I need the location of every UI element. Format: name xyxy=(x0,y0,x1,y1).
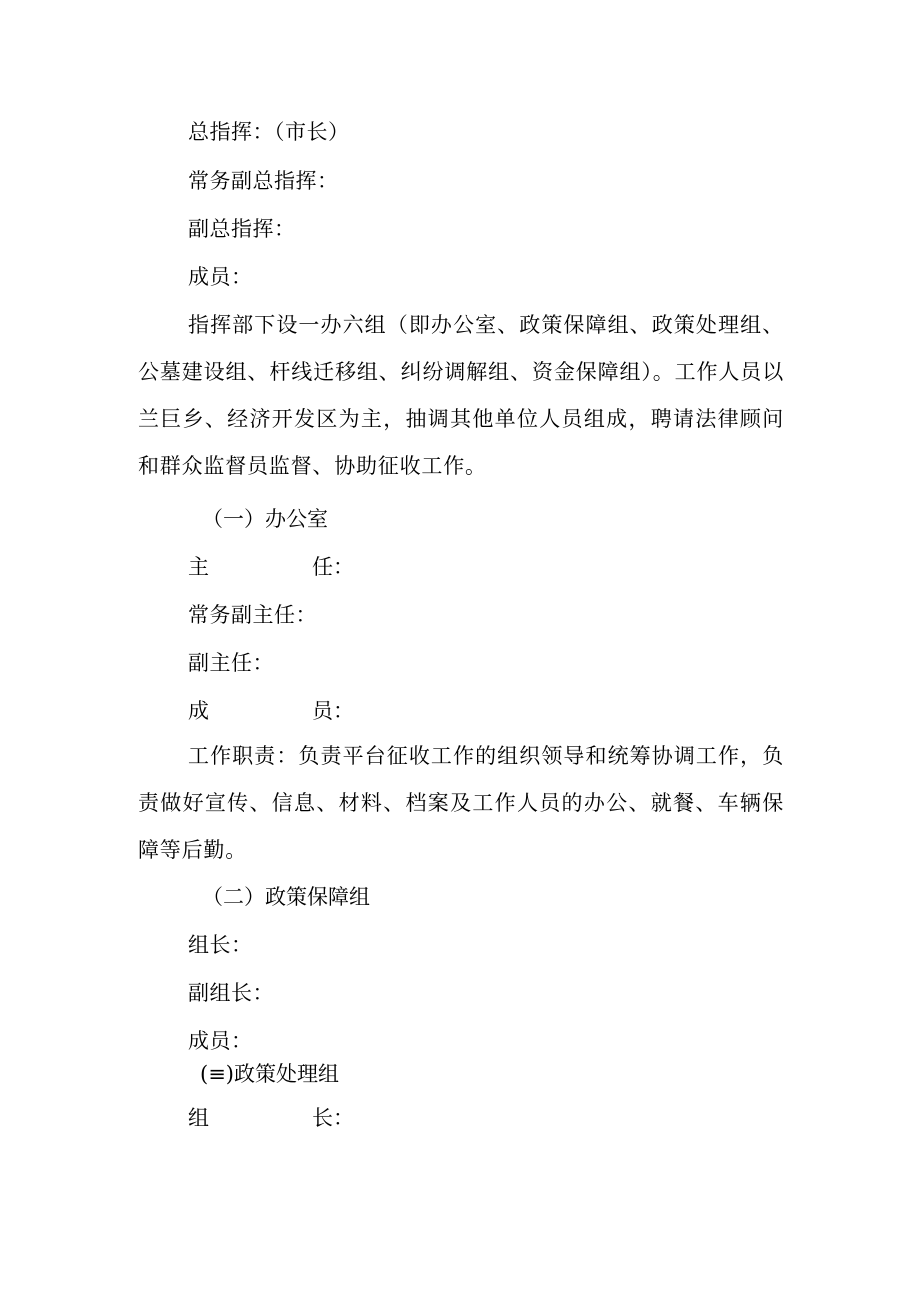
policy-guarantee-deputy-leader-line: 副组长： xyxy=(188,981,274,1005)
commander-line: 总指挥：（市长） xyxy=(188,120,350,144)
office-duties-paragraph: 工作职责：负责平台征收工作的组织领导和统筹协调工作，负责做好宣传、信息、材料、档案及工作人员的办公、就餐、车辆保障等后勤。 xyxy=(138,744,784,862)
members-line: 成员： xyxy=(188,265,253,289)
office-members-label-right: 员： xyxy=(312,699,354,723)
office-heading: （一）办公室 xyxy=(202,507,328,531)
policy-guarantee-heading: （二）政策保障组 xyxy=(202,885,370,909)
deputy-commander-line: 副总指挥： xyxy=(188,217,296,241)
policy-handling-leader-label-right: 长： xyxy=(312,1106,354,1130)
intro-paragraph: 指挥部下设一办六组（即办公室、政策保障组、政策处理组、公墓建设组、杆线迁移组、纠纷调解组、资金保障组）。工作人员以兰巨乡、经济开发区为主，抽调其他单位人员组成，聘请法律顾问和群众监督员监督、协助征收工作。 xyxy=(138,313,784,478)
policy-guarantee-leader-line: 组长： xyxy=(188,933,253,957)
office-deputy-director-line: 副主任： xyxy=(188,651,274,675)
policy-guarantee-members-line: 成员： xyxy=(188,1029,253,1053)
policy-handling-leader-line xyxy=(188,1103,354,1133)
office-members-label-left: 成 xyxy=(188,699,209,723)
policy-handling-heading: (≡)政策处理组 xyxy=(200,1062,339,1086)
office-director-label-right: 任： xyxy=(312,555,354,579)
office-director-line xyxy=(188,552,354,582)
office-exec-deputy-director-line: 常务副主任： xyxy=(188,603,317,627)
exec-deputy-commander-line: 常务副总指挥： xyxy=(188,169,339,193)
office-members-line xyxy=(188,696,354,726)
policy-handling-leader-label-left: 组 xyxy=(188,1106,209,1130)
office-director-label-left: 主 xyxy=(188,555,209,579)
